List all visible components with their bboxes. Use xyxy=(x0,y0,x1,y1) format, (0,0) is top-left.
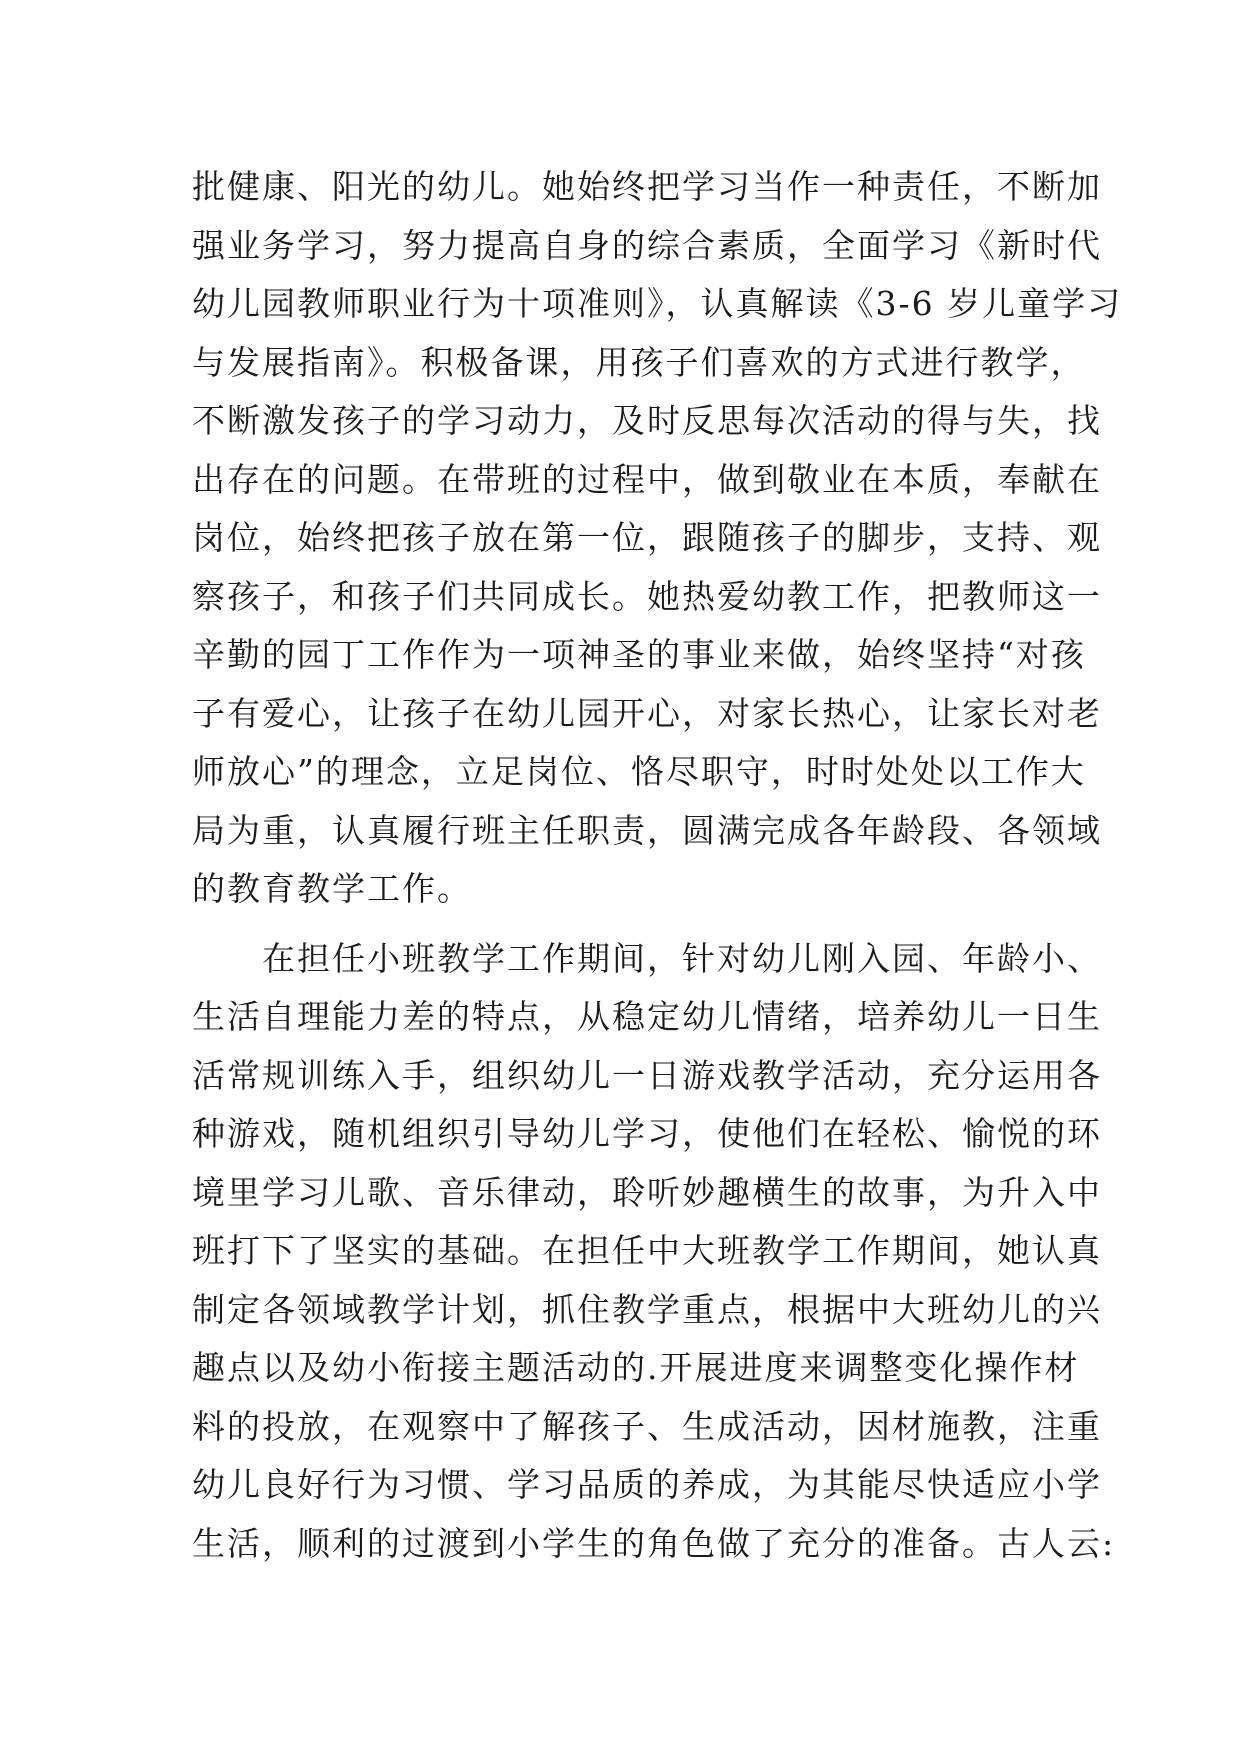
text-line: 境里学习儿歌、音乐律动，聆听妙趣横生的故事，为升入中 xyxy=(192,1172,1102,1212)
text-line: 制定各领域教学计划，抓住教学重点，根据中大班幼儿的兴 xyxy=(192,1289,1102,1329)
text-line: 子有爱心，让孩子在幼儿园开心，对家长热心，让家长对老 xyxy=(192,693,1102,733)
text-line: 出存在的问题。在带班的过程中，做到敬业在本质，奉献在 xyxy=(192,459,1102,499)
text-line: 察孩子，和孩子们共同成长。她热爱幼教工作，把教师这一 xyxy=(192,576,1102,616)
text-line: 料的投放，在观察中了解孩子、生成活动，因材施教，注重 xyxy=(192,1406,1102,1446)
text-line: 趣点以及幼小衔接主题活动的.开展进度来调整变化操作材 xyxy=(192,1348,1080,1387)
paragraph-gap xyxy=(192,919,1072,930)
text-line: 局为重，认真履行班主任职责，圆满完成各年龄段、各领域 xyxy=(192,810,1102,850)
text-line: 与发展指南》。积极备课，用孩子们喜欢的方式进行教学， xyxy=(192,342,1086,382)
paragraph-1 xyxy=(192,158,1123,919)
document-body xyxy=(192,158,1123,1573)
text-line: 批健康、阳光的幼儿。她始终把学习当作一种责任，不断加 xyxy=(192,167,1102,206)
text-line: 活常规训练入手，组织幼儿一日游戏教学活动，充分运用各 xyxy=(192,1055,1102,1095)
text-line: 幼儿良好行为习惯、学习品质的养成，为其能尽快适应小学 xyxy=(192,1465,1102,1504)
text-line: 班打下了坚实的基础。在担任中大班教学工作期间，她认真 xyxy=(192,1231,1102,1270)
text-line: 不断激发孩子的学习动力，及时反思每次活动的得与失，找 xyxy=(192,401,1102,440)
text-line: 岗位，始终把孩子放在第一位，跟随孩子的脚步，支持、观 xyxy=(192,518,1102,557)
text-line: 强业务学习，努力提高自身的综合素质，全面学习《新时代 xyxy=(192,225,1102,265)
paragraph-2 xyxy=(192,930,1116,1574)
text-line: 辛勤的园丁工作作为一项神圣的事业来做，始终坚持“对孩 xyxy=(192,635,1086,674)
text-line: 生活，顺利的过渡到小学生的角色做了充分的准备。古人云: xyxy=(192,1523,1116,1563)
text-line: 师放心”的理念，立足岗位、恪尽职守，时时处处以工作大 xyxy=(192,752,1086,791)
text-line: 种游戏，随机组织引导幼儿学习，使他们在轻松、愉悦的环 xyxy=(192,1114,1102,1153)
text-line: 在担任小班教学工作期间，针对幼儿刚入园、年龄小、 xyxy=(262,938,1102,978)
text-line: 生活自理能力差的特点，从稳定幼儿情绪，培养幼儿一日生 xyxy=(192,997,1102,1036)
text-line: 幼儿园教师职业行为十项准则》，认真解读《3-6 岁儿童学习 xyxy=(192,284,1123,323)
text-line: 的教育教学工作。 xyxy=(192,869,472,908)
